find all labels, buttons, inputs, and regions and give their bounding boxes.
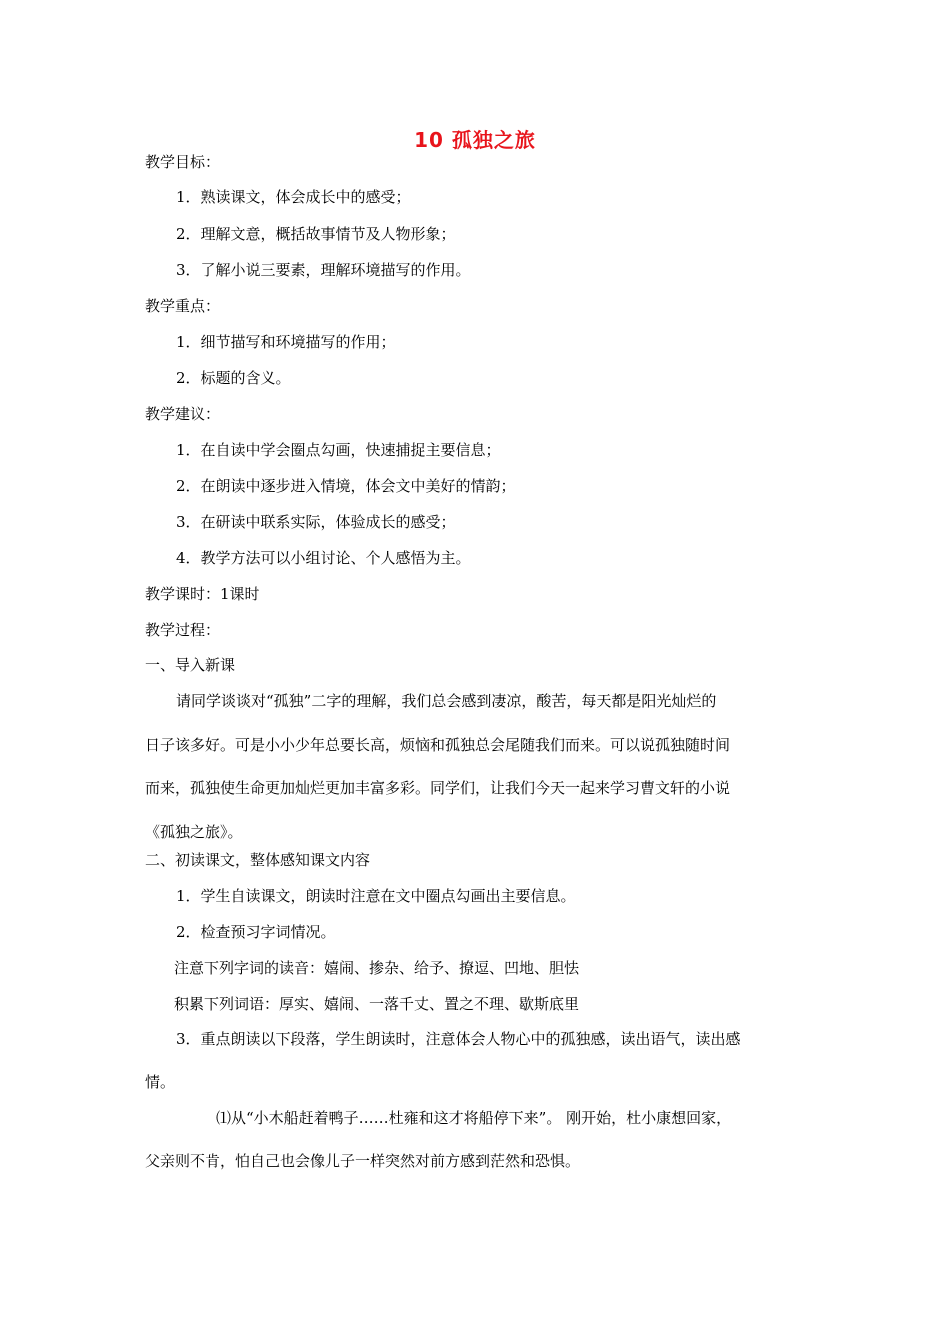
section-2-heading: 二、初读课文，整体感知课文内容 (145, 851, 371, 869)
suggest-item-3: 3．在研读中联系实际，体验成长的感受； (176, 513, 456, 531)
objective-item-2: 2．理解文意，概括故事情节及人物形象； (176, 225, 456, 243)
intro-line-4: 《孤独之旅》。 (145, 823, 243, 841)
suggest-item-4: 4．教学方法可以小组讨论、个人感悟为主。 (176, 549, 471, 567)
step-3-line-2: 情。 (145, 1073, 176, 1091)
suggest-item-1: 1．在自读中学会圈点勾画，快速捕捉主要信息； (176, 441, 501, 459)
pronunciation-list: 注意下列字词的读音：嬉闹、掺杂、给予、撩逗、凹地、胆怯 (174, 959, 580, 977)
vocabulary-list: 积累下列词语：厚实、嬉闹、一落千丈、置之不理、歇斯底里 (174, 995, 580, 1013)
suggest-item-2: 2．在朗读中逐步进入情境，体会文中美好的情韵； (176, 477, 516, 495)
focus-heading: 教学重点： (145, 297, 221, 315)
objectives-heading: 教学目标： (145, 153, 221, 171)
intro-line-3: 而来，孤独使生命更加灿烂更加丰富多彩。同学们，让我们今天一起来学习曹文轩的小说 (145, 779, 731, 797)
step-3-line-1: 3．重点朗读以下段落，学生朗读时，注意体会人物心中的孤独感，读出语气，读出感 (176, 1030, 741, 1048)
step-1: 1．学生自读课文，朗读时注意在文中圈点勾画出主要信息。 (176, 887, 576, 905)
objective-item-3: 3．了解小说三要素，理解环境描写的作用。 (176, 261, 471, 279)
paragraph-1-line-1: ⑴从“小木船赶着鸭子……杜雍和这才将船停下来”。 刚开始，杜小康想回家， (216, 1109, 732, 1127)
process-heading: 教学过程： (145, 621, 221, 639)
page-title: 10 孤独之旅 (414, 128, 536, 152)
intro-line-2: 日子该多好。可是小小少年总要长高，烦恼和孤独总会尾随我们而来。可以说孤独随时间 (145, 736, 731, 754)
intro-line-1: 请同学谈谈对“孤独”二字的理解，我们总会感到凄凉，酸苦，每天都是阳光灿烂的 (176, 692, 717, 710)
focus-item-2: 2．标题的含义。 (176, 369, 291, 387)
suggest-heading: 教学建议： (145, 405, 221, 423)
objective-item-1: 1．熟读课文，体会成长中的感受； (176, 188, 411, 206)
focus-item-1: 1．细节描写和环境描写的作用； (176, 333, 396, 351)
teaching-hours: 教学课时：1课时 (145, 585, 260, 603)
section-1-heading: 一、导入新课 (145, 656, 236, 674)
step-2: 2．检查预习字词情况。 (176, 923, 336, 941)
paragraph-1-line-2: 父亲则不肯，怕自己也会像儿子一样突然对前方感到茫然和恐惧。 (145, 1152, 581, 1170)
